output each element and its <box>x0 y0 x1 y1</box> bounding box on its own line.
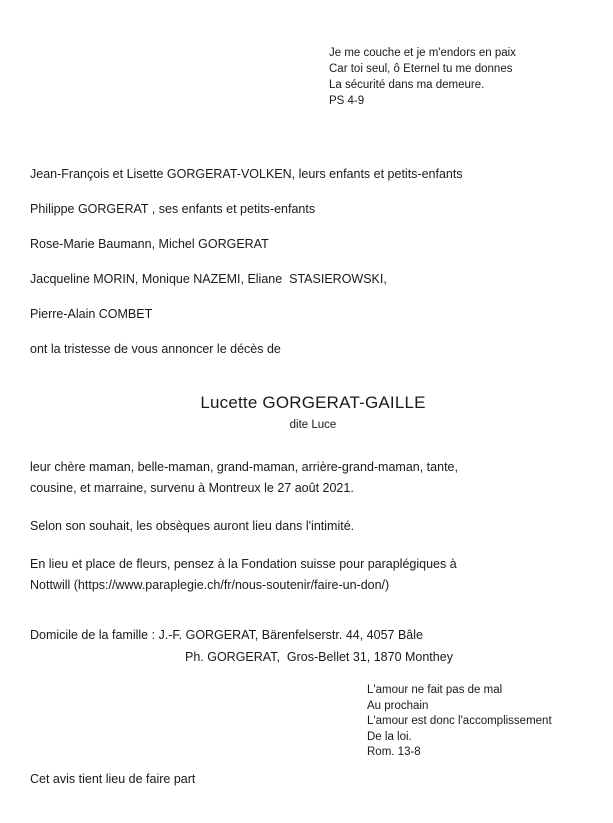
relation-paragraph <box>30 457 458 499</box>
announcer-line: Jacqueline MORIN, Monique NAZEMI, Eliane STASIEROWSKI, <box>30 272 387 286</box>
closing-line: Cet avis tient lieu de faire part <box>30 772 196 786</box>
paragraph-line: cousine, et marraine, survenu à Montreux le 27 août 2021. <box>30 481 354 495</box>
quote-line: Au prochain <box>367 699 429 712</box>
deceased-name: Lucette GORGERAT-GAILLE <box>200 393 426 412</box>
donation-paragraph <box>30 554 457 596</box>
address-line: Ph. GORGERAT, Gros-Bellet 31, 1870 Monthey <box>185 650 453 664</box>
scripture-quote-bottom <box>367 683 552 761</box>
deceased-nickname: dite Luce <box>289 419 337 431</box>
quote-line: De la loi. <box>367 730 412 743</box>
quote-line: L'amour ne fait pas de mal <box>367 684 503 696</box>
quote-line: Je me couche et je m'endors en paix <box>329 47 516 59</box>
announcer-line: Rose-Marie Baumann, Michel GORGERAT <box>30 237 269 251</box>
announcer-line: Philippe GORGERAT , ses enfants et petits-enfants <box>30 202 316 216</box>
address-line: Domicile de la famille : J.-F. GORGERAT, Bärenfelserstr. 44, 4057 Bâle <box>30 628 423 642</box>
paragraph-line: En lieu et place de fleurs, pensez à la Fondation suisse pour paraplégiques à <box>30 557 457 571</box>
announcer-line: Jean-François et Lisette GORGERAT-VOLKEN, leurs enfants et petits-enfants <box>30 167 463 181</box>
announcer-line: Pierre-Alain COMBET <box>30 307 153 321</box>
announcers-list <box>30 166 463 376</box>
quote-reference: Rom. 13-8 <box>367 746 421 758</box>
paragraph-line: Selon son souhait, les obsèques auront lieu dans l'intimité. <box>30 519 355 533</box>
funeral-paragraph <box>30 516 354 537</box>
paragraph-line: leur chère maman, belle-maman, grand-maman, arrière-grand-maman, tante, <box>30 460 458 474</box>
deceased-title-block <box>0 393 613 432</box>
announcement-intro: ont la tristesse de vous annoncer le décès de <box>30 342 281 356</box>
donation-url-line: Nottwill (https://www.paraplegie.ch/fr/nous-soutenir/faire-un-don/) <box>30 578 390 592</box>
family-address <box>30 624 453 668</box>
scripture-quote-top <box>329 45 516 109</box>
quote-line: Car toi seul, ô Eternel tu me donnes <box>329 63 513 75</box>
quote-line: L'amour est donc l'accomplissement <box>367 715 552 727</box>
quote-reference: PS 4-9 <box>329 95 365 107</box>
quote-line: La sécurité dans ma demeure. <box>329 79 485 91</box>
